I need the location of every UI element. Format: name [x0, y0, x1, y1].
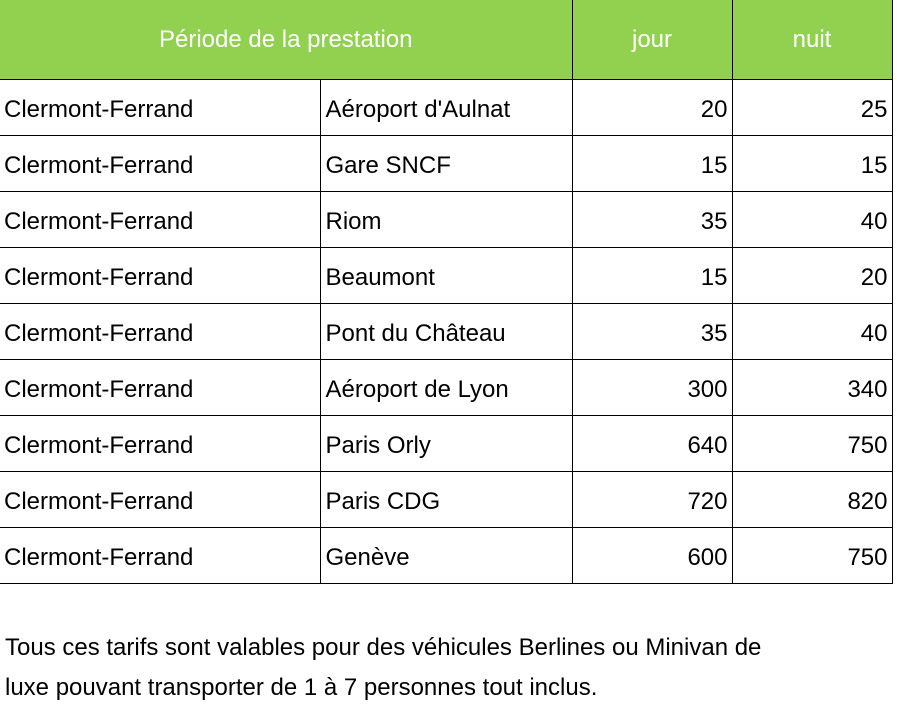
origin-cell: Clermont-Ferrand: [0, 528, 320, 584]
origin-cell: Clermont-Ferrand: [0, 304, 320, 360]
nuit-price-cell: 750: [732, 528, 892, 584]
origin-cell: Clermont-Ferrand: [0, 472, 320, 528]
destination-cell: Genève: [320, 528, 572, 584]
jour-price-cell: 720: [572, 472, 732, 528]
table-row: [0, 360, 892, 416]
origin-cell: Clermont-Ferrand: [0, 192, 320, 248]
jour-price-cell: 15: [572, 136, 732, 192]
nuit-price-cell: 40: [732, 304, 892, 360]
tariff-note: [5, 628, 885, 708]
origin-cell: Clermont-Ferrand: [0, 416, 320, 472]
nuit-price-cell: 340: [732, 360, 892, 416]
jour-price-cell: 300: [572, 360, 732, 416]
table-row: [0, 248, 892, 304]
destination-cell: Beaumont: [320, 248, 572, 304]
nuit-price-cell: 750: [732, 416, 892, 472]
table-row: [0, 192, 892, 248]
tariff-note-line-2: luxe pouvant transporter de 1 à 7 personnes tout inclus.: [5, 674, 598, 701]
origin-cell: Clermont-Ferrand: [0, 248, 320, 304]
jour-price-cell: 15: [572, 248, 732, 304]
origin-cell: Clermont-Ferrand: [0, 136, 320, 192]
destination-cell: Paris Orly: [320, 416, 572, 472]
header-nuit: nuit: [732, 0, 892, 80]
nuit-price-cell: 20: [732, 248, 892, 304]
nuit-price-cell: 40: [732, 192, 892, 248]
nuit-price-cell: 820: [732, 472, 892, 528]
header-periode: Période de la prestation: [0, 0, 572, 80]
destination-cell: Paris CDG: [320, 472, 572, 528]
origin-cell: Clermont-Ferrand: [0, 80, 320, 136]
origin-cell: Clermont-Ferrand: [0, 360, 320, 416]
table-row: [0, 80, 892, 136]
jour-price-cell: 600: [572, 528, 732, 584]
jour-price-cell: 640: [572, 416, 732, 472]
table-row: [0, 136, 892, 192]
jour-price-cell: 35: [572, 192, 732, 248]
table-row: [0, 416, 892, 472]
nuit-price-cell: 15: [732, 136, 892, 192]
destination-cell: Pont du Château: [320, 304, 572, 360]
table-header-row: [0, 0, 892, 80]
table-row: [0, 304, 892, 360]
destination-cell: Aéroport d'Aulnat: [320, 80, 572, 136]
tariff-note-line-1: Tous ces tarifs sont valables pour des véhicules Berlines ou Minivan de: [5, 634, 762, 661]
jour-price-cell: 35: [572, 304, 732, 360]
jour-price-cell: 20: [572, 80, 732, 136]
destination-cell: Aéroport de Lyon: [320, 360, 572, 416]
table-row: [0, 472, 892, 528]
destination-cell: Riom: [320, 192, 572, 248]
nuit-price-cell: 25: [732, 80, 892, 136]
header-jour: jour: [572, 0, 732, 80]
table-row: [0, 528, 892, 584]
destination-cell: Gare SNCF: [320, 136, 572, 192]
